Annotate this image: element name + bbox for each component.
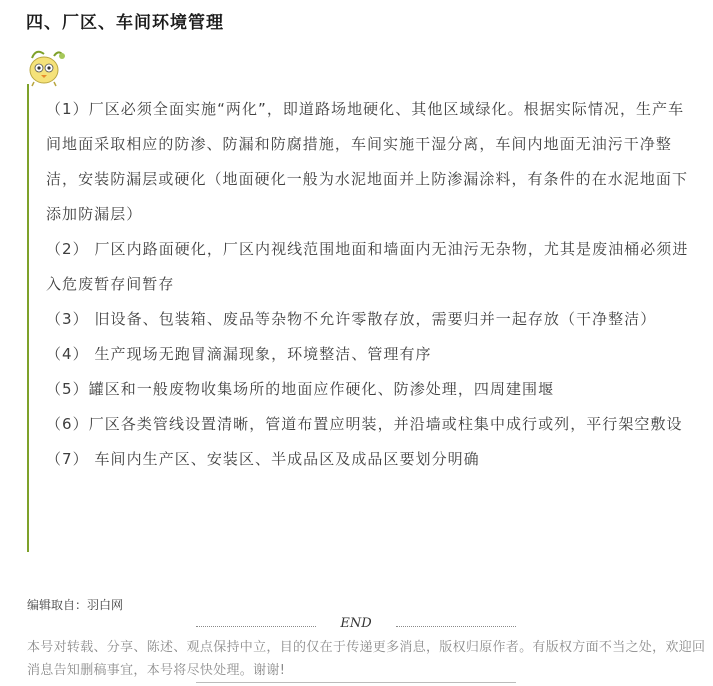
paragraph-4: （4） 生产现场无跑冒滴漏现象，环境整洁、管理有序 (46, 345, 432, 363)
bottom-divider (196, 682, 516, 683)
paragraph-7: （7） 车间内生产区、安装区、半成品区及成品区要划分明确 (46, 450, 480, 468)
paragraph-5: （5）罐区和一般废物收集场所的地面应作硬化、防渗处理，四周建围堰 (46, 380, 555, 398)
paragraph-3: （3） 旧设备、包装箱、废品等杂物不允许零散存放，需要归并一起存放（干净整洁） (46, 310, 657, 328)
copyright-disclaimer: 本号对转载、分享、陈述、观点保持中立，目的仅在于传递更多消息，版权归原作者。有版权方面不当之处，欢迎回消息告知删稿事宜，本号将尽快处理。谢谢! (27, 640, 706, 678)
cartoon-bird-mascot-icon (24, 44, 68, 88)
end-divider (196, 618, 516, 634)
paragraph-2: （2） 厂区内路面硬化，厂区内视线范围地面和墙面内无油污无杂物，尤其是废油桶必须进入危废暂存间暂存 (46, 240, 689, 293)
source-credit: 编辑取自：羽白网 (27, 598, 124, 612)
section-title: 四、厂区、车间环境管理 (26, 13, 224, 33)
paragraph-1: （1）厂区必须全面实施“两化”，即道路场地硬化、其他区域绿化。根据实际情况，生产车间地面采取相应的防渗、防漏和防腐措施，车间实施干湿分离，车间内地面无油污干净整洁，安装防漏层或硬化（地面硬化一般为水泥地面并上防渗漏涂料，有条件的在水泥地面下添加防漏层） (46, 100, 689, 223)
divider-line-right (396, 626, 516, 627)
divider-line-left (196, 626, 316, 627)
paragraph-6: （6）厂区各类管线设置清晰，管道布置应明装，并沿墙或柱集中成行或列，平行架空敷设 (46, 415, 683, 433)
article-body (46, 92, 696, 477)
end-label: END (340, 616, 372, 631)
